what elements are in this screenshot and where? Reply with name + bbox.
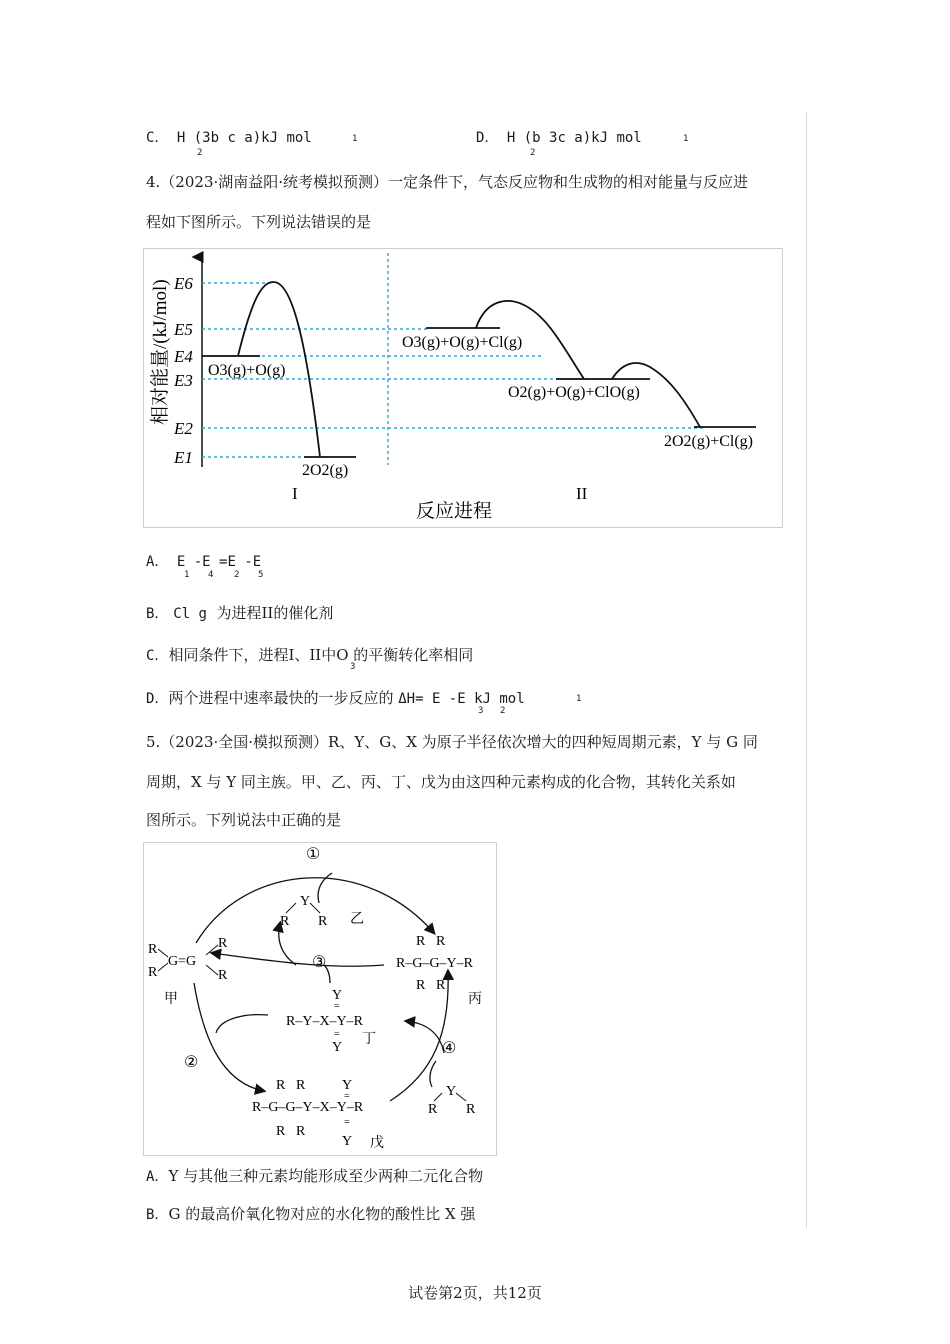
species-o3-o: O3(g)+O(g) (208, 362, 286, 379)
q4-option-d-sub-1: 3 (478, 706, 484, 716)
q4-option-a-sub-1: 1 (184, 570, 190, 580)
species-o3-o-cl: O3(g)+O(g)+Cl(g) (402, 334, 523, 351)
compound-ding-label: 丁 (362, 1032, 376, 1047)
conversion-diagram-svg (144, 843, 496, 1155)
q4-stem-line-1: 4.（2023·湖南益阳·统考模拟预测）一定条件下，气态反应物和生成物的相对能量与反应进 (146, 173, 749, 191)
compound-ding-structure (286, 988, 364, 1055)
compound-wu-label: 戊 (370, 1136, 384, 1151)
q3-option-c-sup: 1 (352, 134, 358, 144)
level-e1: E1 (174, 448, 193, 467)
svg-text:R: R (436, 934, 446, 949)
svg-text:R: R (436, 978, 446, 993)
svg-text:R: R (218, 968, 228, 983)
reagent-yrr-structure (428, 1084, 476, 1117)
svg-text:Y: Y (332, 988, 343, 1003)
svg-text:R: R (296, 1078, 306, 1093)
process-i-label: I (292, 484, 298, 503)
svg-text:Y: Y (332, 1040, 343, 1055)
q3-option-c: C． H (3b c a)kJ mol (146, 130, 312, 146)
compound-bing-structure (396, 934, 474, 993)
compound-jia-structure (148, 936, 228, 983)
compound-yi-structure (280, 894, 328, 929)
svg-text:Y: Y (342, 1134, 353, 1149)
svg-text:Y: Y (300, 894, 311, 909)
species-2o2-cl: 2O2(g)+Cl(g) (664, 433, 754, 450)
svg-text:=: = (334, 1029, 340, 1040)
q5-stem-line-3: 图所示。下列说法中正确的是 (146, 811, 342, 829)
q4-option-c-sub: 3 (350, 662, 356, 672)
q4-option-b: B． Cl g 为进程II的催化剂 (146, 604, 334, 622)
q3-option-d: D． H (b 3c a)kJ mol (476, 130, 642, 146)
page-footer: 试卷第2页，共12页 (408, 1284, 542, 1302)
svg-text:=: = (344, 1091, 350, 1102)
q5-conversion-diagram (143, 842, 497, 1156)
compound-yi-label: 乙 (350, 912, 364, 927)
step-1-label: ① (306, 846, 321, 863)
x-axis-label: 反应进程 (416, 501, 493, 522)
svg-text:R–G–G–Y–R: R–G–G–Y–R (396, 956, 474, 971)
energy-diagram-svg (144, 249, 782, 527)
process-ii-label: II (576, 484, 588, 503)
q4-option-a-sub-3: 2 (234, 570, 240, 580)
svg-text:R–G–G–Y–X–Y–R: R–G–G–Y–X–Y–R (252, 1100, 364, 1115)
species-o2-o-clo: O2(g)+O(g)+ClO(g) (508, 384, 640, 401)
svg-text:R: R (148, 942, 158, 957)
q3-option-d-sup: 1 (683, 134, 689, 144)
q4-stem-line-2: 程如下图所示。下列说法错误的是 (146, 213, 372, 231)
q5-stem-line-1: 5.（2023·全国·模拟预测）R、Y、G、X 为原子半径依次增大的四种短周期元素，Y 与 G 同 (146, 733, 758, 751)
dashed-guides (202, 253, 704, 465)
svg-text:R: R (466, 1102, 476, 1117)
q5-option-a: A．Y 与其他三种元素均能形成至少两种二元化合物 (146, 1167, 484, 1185)
q4-option-d: D．两个进程中速率最快的一步反应的 ΔH= E -E kJ mol (146, 689, 525, 707)
svg-text:R: R (280, 914, 290, 929)
q4-option-a-sub-2: 4 (208, 570, 214, 580)
svg-text:=: = (334, 1001, 340, 1012)
y-axis-label: 相对能量/(kJ/mol) (150, 279, 171, 425)
q5-stem-line-2: 周期，X 与 Y 同主族。甲、乙、丙、丁、戊为由这四种元素构成的化合物，其转化关系如 (146, 773, 736, 791)
q4-option-d-sup: 1 (576, 694, 582, 704)
q3-option-c-sub: 2 (197, 148, 203, 158)
step-2-label: ② (184, 1054, 199, 1071)
level-e3: E3 (174, 371, 193, 390)
svg-text:R: R (276, 1124, 286, 1139)
svg-text:=: = (344, 1117, 350, 1128)
compound-jia-label: 甲 (164, 992, 178, 1007)
svg-text:R: R (416, 978, 426, 993)
q4-option-a: A． E -E =E -E (146, 554, 262, 570)
q5-option-b: B．G 的最高价氧化物对应的水化物的酸性比 X 强 (146, 1205, 476, 1223)
q4-energy-diagram (143, 248, 783, 528)
level-e6: E6 (174, 274, 193, 293)
species-2o2: 2O2(g) (302, 462, 349, 479)
step-3-label: ③ (312, 954, 327, 971)
svg-text:R: R (218, 936, 228, 951)
page-right-rule (806, 112, 807, 1228)
level-e5: E5 (174, 320, 193, 339)
svg-text:R: R (416, 934, 426, 949)
svg-text:R–Y–X–Y–R: R–Y–X–Y–R (286, 1014, 364, 1029)
compound-wu-structure (252, 1078, 364, 1149)
svg-text:R: R (148, 965, 158, 980)
step-4-label: ④ (442, 1040, 457, 1057)
svg-text:R: R (276, 1078, 286, 1093)
compound-bing-label: 丙 (468, 992, 482, 1007)
svg-text:Y: Y (342, 1078, 353, 1093)
q4-option-d-sub-2: 2 (500, 706, 506, 716)
svg-text:R: R (318, 914, 328, 929)
svg-text:G=G: G=G (168, 954, 197, 969)
level-e4: E4 (174, 347, 193, 366)
svg-text:R: R (296, 1124, 306, 1139)
q4-option-a-sub-4: 5 (258, 570, 264, 580)
q4-option-c: C．相同条件下，进程Ⅰ、II中O 的平衡转化率相同 (146, 646, 474, 664)
svg-text:Y: Y (446, 1084, 457, 1099)
svg-text:R: R (428, 1102, 438, 1117)
level-e2: E2 (174, 419, 193, 438)
q3-option-d-sub: 2 (530, 148, 536, 158)
